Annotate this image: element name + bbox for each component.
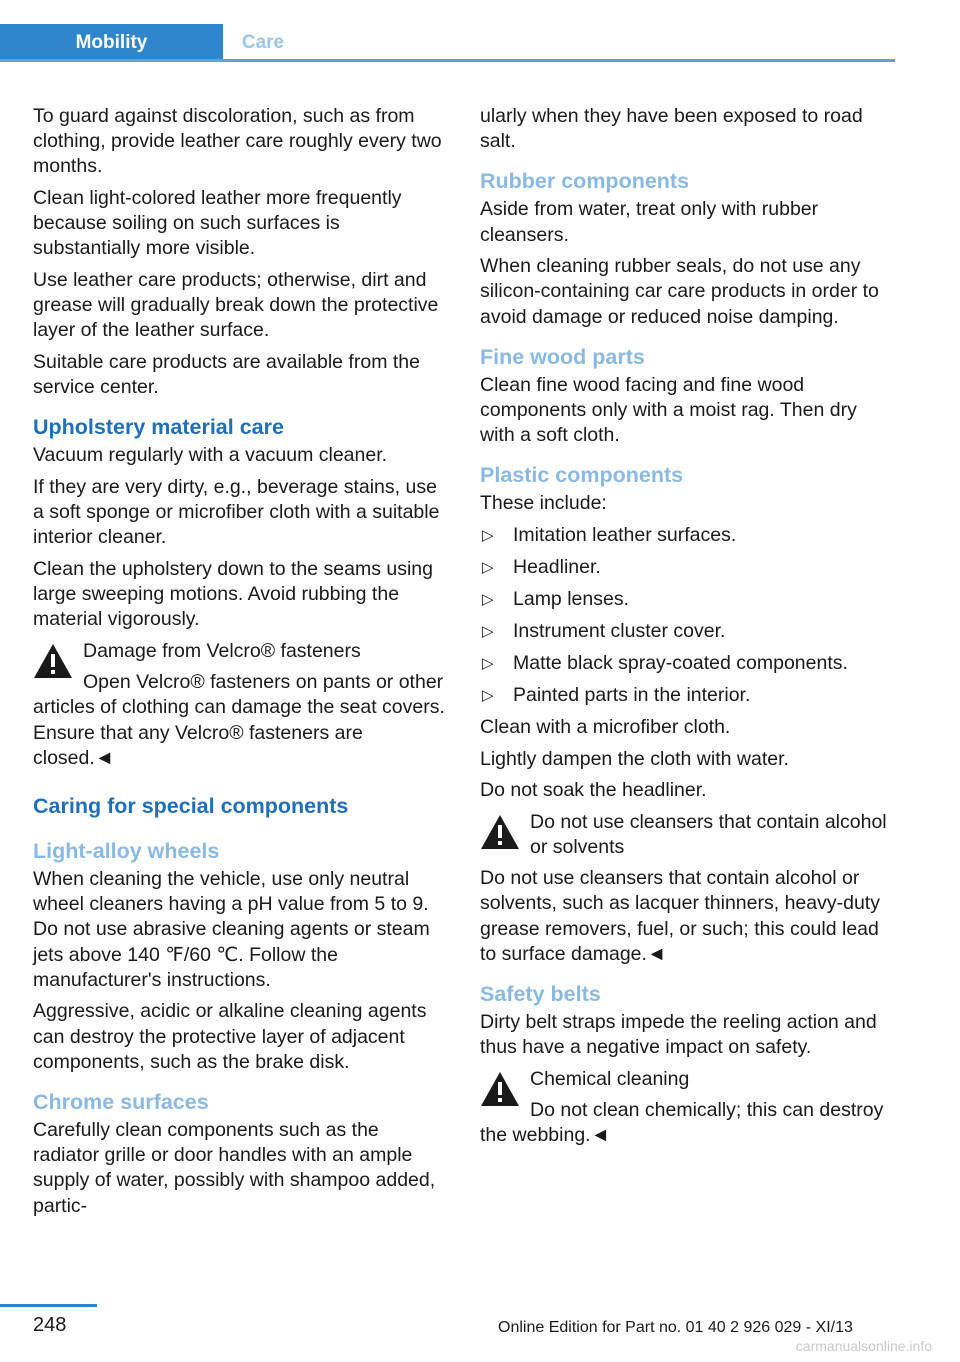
warning-velcro [33, 639, 449, 771]
list-item: ▷ Painted parts in the interior. [480, 683, 896, 708]
warning-chemical-cleaning [480, 1067, 896, 1149]
tab-underline [0, 59, 895, 62]
right-column [480, 104, 896, 1154]
paragraph: Aggressive, acidic or alkaline cleaning agents can destroy the protective layer of adjacent components, such as the brake disk. [33, 1000, 427, 1073]
heading-fine-wood-parts: Fine wood parts [480, 344, 645, 369]
paragraph: When cleaning the vehicle, use only neutral wheel cleaners having a pH value from 5 to 9. Do not use abrasive cleaning agents or steam jets above 140 ℉/60 ℃. Follow the manufacturer's instructions. [33, 868, 430, 991]
paragraph: Clean fine wood facing and fine wood components only with a moist rag. Then dry with a soft cloth. [480, 373, 857, 447]
bullet-triangle-icon: ▷ [482, 559, 494, 577]
paragraph: Carefully clean components such as the radiator grille or door handles with an ample supply of water, possibly with shampoo added, partic- [33, 1119, 436, 1217]
list-item: ▷ Matte black spray-coated components. [480, 651, 896, 676]
section-tabs [0, 24, 895, 61]
tab-care[interactable]: Care [241, 32, 285, 53]
list-item: ▷ Headliner. [480, 555, 896, 580]
list-item: ▷ Lamp lenses. [480, 587, 896, 612]
warning-triangle-icon [33, 643, 73, 679]
paragraph: Use leather care products; otherwise, dirt and grease will gradually break down the protective layer of the leather surface. [33, 269, 439, 342]
watermark: carmanualsonline.info [795, 1338, 932, 1354]
heading-plastic-components: Plastic components [480, 463, 684, 488]
bullet-triangle-icon: ▷ [482, 655, 494, 673]
paragraph: Do not soak the headliner. [480, 779, 707, 802]
paragraph: Aside from water, treat only with rubber cleansers. [480, 198, 819, 246]
list-item: ▷ Instrument cluster cover. [480, 619, 896, 644]
tab-mobility[interactable]: Mobility [0, 24, 223, 61]
warning-title: Damage from Velcro® fasteners [83, 640, 361, 662]
bullet-triangle-icon: ▷ [482, 687, 494, 705]
paragraph: Clean the upholstery down to the seams using large sweeping motions. Avoid rubbing the material vigorously. [33, 558, 433, 631]
paragraph: Dirty belt straps impede the reeling action and thus have a negative impact on safety. [480, 1011, 877, 1059]
heading-upholstery: Upholstery material care [33, 415, 284, 440]
bullet-triangle-icon: ▷ [482, 591, 494, 609]
paragraph: Lightly dampen the cloth with water. [480, 747, 789, 770]
heading-safety-belts: Safety belts [480, 982, 601, 1007]
warning-title: Chemical cleaning [530, 1067, 690, 1090]
paragraph: If they are very dirty, e.g., beverage stains, use a soft sponge or microfiber cloth with a suitable interior cleaner. [33, 476, 440, 549]
paragraph: Suitable care products are available from the service center. [33, 351, 420, 399]
warning-body: Open Velcro® fasteners on pants or other articles of clothing can damage the seat covers. Ensure that any Velcro® fasteners are closed.◄ [33, 671, 445, 769]
paragraph: Vacuum regularly with a vacuum cleaner. [33, 444, 388, 467]
warning-triangle-icon [480, 814, 520, 850]
paragraph: To guard against discoloration, such as from clothing, provide leather care roughly every two months. [33, 105, 442, 178]
heading-chrome-surfaces: Chrome surfaces [33, 1090, 209, 1115]
warning-body: Do not use cleansers that contain alcohol or solvents, such as lacquer thinners, heavy-duty grease removers, fuel, or such; this could lead to surface damage.◄ [480, 867, 880, 965]
list-item: ▷ Imitation leather surfaces. [480, 523, 896, 548]
footer-rule [0, 1304, 97, 1307]
paragraph: Clean with a microfiber cloth. [480, 716, 731, 739]
paragraph: These include: [480, 492, 607, 515]
heading-special-components: Caring for special components [33, 794, 349, 819]
page-number: 248 [33, 1314, 67, 1336]
paragraph: Clean light-colored leather more frequently because soiling on such surfaces is substantially more visible. [33, 187, 402, 260]
paragraph: When cleaning rubber seals, do not use any silicon-containing car care products in order to avoid damage or reduced noise damping. [480, 255, 879, 328]
heading-rubber-components: Rubber components [480, 169, 690, 194]
warning-body: Do not clean chemically; this can destroy the webbing.◄ [480, 1099, 884, 1147]
warning-cleansers [480, 810, 896, 967]
paragraph: ularly when they have been exposed to road salt. [480, 105, 863, 153]
edition-note: Online Edition for Part no. 01 40 2 926 029 - XI/13 [498, 1319, 853, 1336]
heading-light-alloy-wheels: Light-alloy wheels [33, 839, 220, 864]
warning-triangle-icon [480, 1071, 520, 1107]
plastic-components-list [480, 523, 896, 708]
bullet-triangle-icon: ▷ [482, 527, 494, 545]
warning-title: Do not use cleansers that contain alcohol or solvents [530, 810, 887, 858]
left-column [33, 104, 449, 1225]
bullet-triangle-icon: ▷ [482, 623, 494, 641]
